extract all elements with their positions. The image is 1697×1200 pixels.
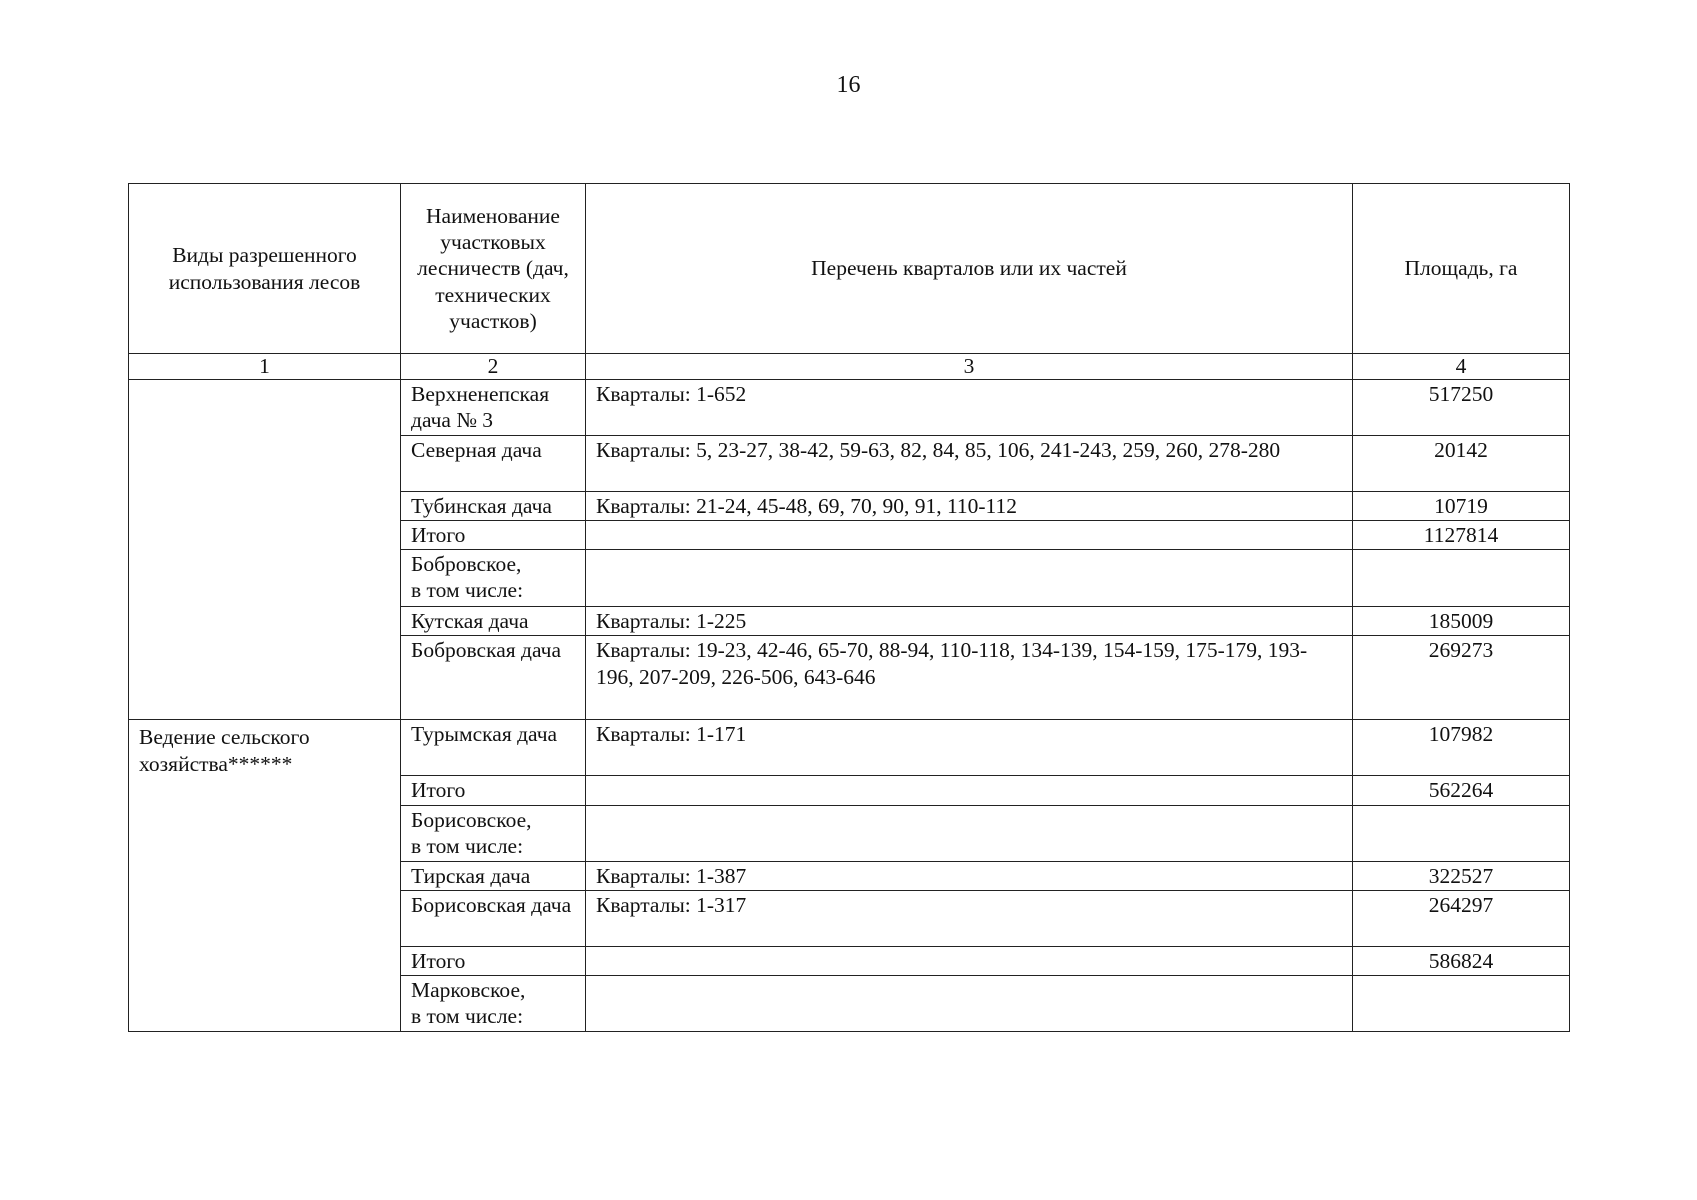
area-value <box>1353 805 1570 861</box>
area-value: 10719 <box>1353 491 1570 520</box>
total-label: Итого <box>401 776 586 805</box>
area-value: 322527 <box>1353 861 1570 890</box>
quarters-list: Кварталы: 19-23, 42-46, 65-70, 88-94, 110-118, 134-139, 154-159, 175-179, 193-196, 207-209, 226-506, 643-646 <box>586 636 1353 720</box>
forestry-name: Бобровская дача <box>401 636 586 720</box>
quarters-list: Кварталы: 1-317 <box>586 890 1353 946</box>
area-value: 20142 <box>1353 435 1570 491</box>
table-row <box>129 720 1570 776</box>
header-usage-type: Виды разрешенного использования лесов <box>129 184 401 354</box>
column-number-row <box>129 354 1570 380</box>
quarters-list <box>586 805 1353 861</box>
column-number: 1 <box>129 354 401 380</box>
area-value <box>1353 550 1570 607</box>
total-area-value: 586824 <box>1353 946 1570 975</box>
area-value: 185009 <box>1353 607 1570 636</box>
usage-type: Ведение сельского хозяйства****** <box>129 720 401 1032</box>
header-area: Площадь, га <box>1353 184 1570 354</box>
quarters-list <box>586 946 1353 975</box>
total-area-value: 1127814 <box>1353 520 1570 549</box>
header-forestry-name: Наименование участковых лесничеств (дач, технических участков) <box>401 184 586 354</box>
area-value <box>1353 976 1570 1032</box>
column-number: 3 <box>586 354 1353 380</box>
total-label: Итого <box>401 520 586 549</box>
quarters-list <box>586 776 1353 805</box>
forestry-name: Северная дача <box>401 435 586 491</box>
quarters-list: Кварталы: 1-225 <box>586 607 1353 636</box>
forestry-name: Кутская дача <box>401 607 586 636</box>
header-quarters: Перечень кварталов или их частей <box>586 184 1353 354</box>
column-number: 4 <box>1353 354 1570 380</box>
quarters-list: Кварталы: 1-652 <box>586 379 1353 435</box>
quarters-list <box>586 550 1353 607</box>
total-area-value: 562264 <box>1353 776 1570 805</box>
forestry-name: Борисовское, в том числе: <box>401 805 586 861</box>
quarters-list <box>586 520 1353 549</box>
forestry-name: Тубинская дача <box>401 491 586 520</box>
forestry-name: Тирская дача <box>401 861 586 890</box>
usage-type-empty-cell <box>129 379 401 720</box>
quarters-list: Кварталы: 1-171 <box>586 720 1353 776</box>
table-row <box>129 379 1570 435</box>
forest-use-table <box>128 183 1570 1032</box>
forestry-name: Бобровское, в том числе: <box>401 550 586 607</box>
quarters-list: Кварталы: 1-387 <box>586 861 1353 890</box>
forestry-name: Борисовская дача <box>401 890 586 946</box>
forestry-name: Турымская дача <box>401 720 586 776</box>
forestry-name: Верхненепская дача № 3 <box>401 379 586 435</box>
area-value: 517250 <box>1353 379 1570 435</box>
total-label: Итого <box>401 946 586 975</box>
column-number: 2 <box>401 354 586 380</box>
forestry-name: Марковское, в том числе: <box>401 976 586 1032</box>
quarters-list: Кварталы: 5, 23-27, 38-42, 59-63, 82, 84, 85, 106, 241-243, 259, 260, 278-280 <box>586 435 1353 491</box>
header-row <box>129 184 1570 354</box>
area-value: 107982 <box>1353 720 1570 776</box>
area-value: 269273 <box>1353 636 1570 720</box>
quarters-list <box>586 976 1353 1032</box>
quarters-list: Кварталы: 21-24, 45-48, 69, 70, 90, 91, 110-112 <box>586 491 1353 520</box>
area-value: 264297 <box>1353 890 1570 946</box>
page-number: 16 <box>836 72 861 98</box>
